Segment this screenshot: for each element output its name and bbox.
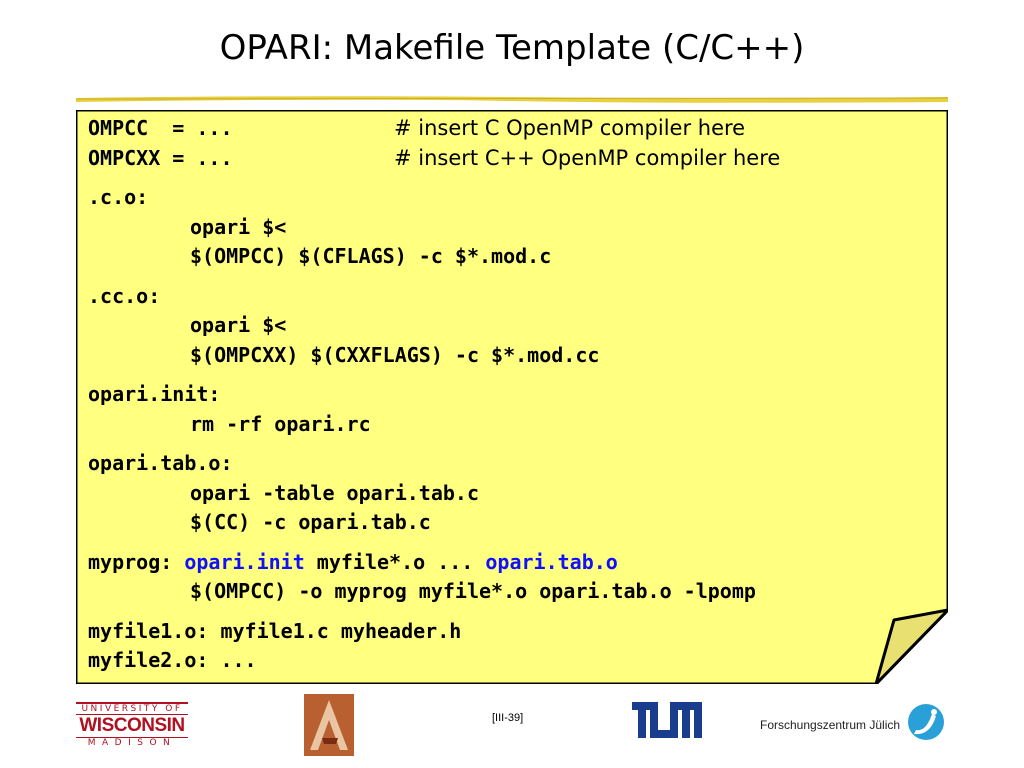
university-logo-icon xyxy=(304,694,354,756)
fzj-label: Forschungszentrum Jülich xyxy=(760,718,901,732)
code-line: $(OMPCC) -o myprog myfile*.o opari.tab.o -lpomp xyxy=(190,579,756,603)
code-line: .cc.o: xyxy=(88,283,161,308)
page-number: [III-39] xyxy=(492,712,524,724)
code-line: .c.o: xyxy=(88,185,149,209)
code-line: OMPCXX = ... # insert C++ OpenMP compiler here xyxy=(88,145,781,170)
title-rule xyxy=(76,94,948,104)
code-line: opari.init: xyxy=(88,382,221,406)
makefile-code xyxy=(88,114,938,676)
fzj-logo-icon xyxy=(906,702,946,742)
slide-title: OPARI: Makefile Template (C/C++) xyxy=(219,28,805,68)
code-line: myprog: opari.init myfile*.o ... opari.tab.o xyxy=(88,549,618,574)
tum-logo-icon xyxy=(632,702,702,738)
code-line: $(OMPCXX) $(CXXFLAGS) -c $*.mod.cc xyxy=(190,342,600,367)
code-line: opari -table opari.tab.c xyxy=(190,480,479,505)
uw-madison-logo: UNIVERSITY OF WISCONSIN MADISON xyxy=(76,702,188,748)
code-line: $(OMPCC) $(CFLAGS) -c $*.mod.c xyxy=(190,244,552,268)
code-line: myfile2.o: ... xyxy=(88,648,257,672)
code-line: opari.tab.o: xyxy=(88,451,233,475)
code-line: OMPCC = ... # insert C OpenMP compiler here xyxy=(88,116,746,140)
code-line: rm -rf opari.rc xyxy=(190,411,371,436)
code-line: opari $< xyxy=(190,313,287,337)
code-line: opari $< xyxy=(190,214,287,239)
code-line: myfile1.o: myfile1.c myheader.h xyxy=(88,618,462,643)
code-line: $(CC) -c opari.tab.c xyxy=(190,510,431,534)
